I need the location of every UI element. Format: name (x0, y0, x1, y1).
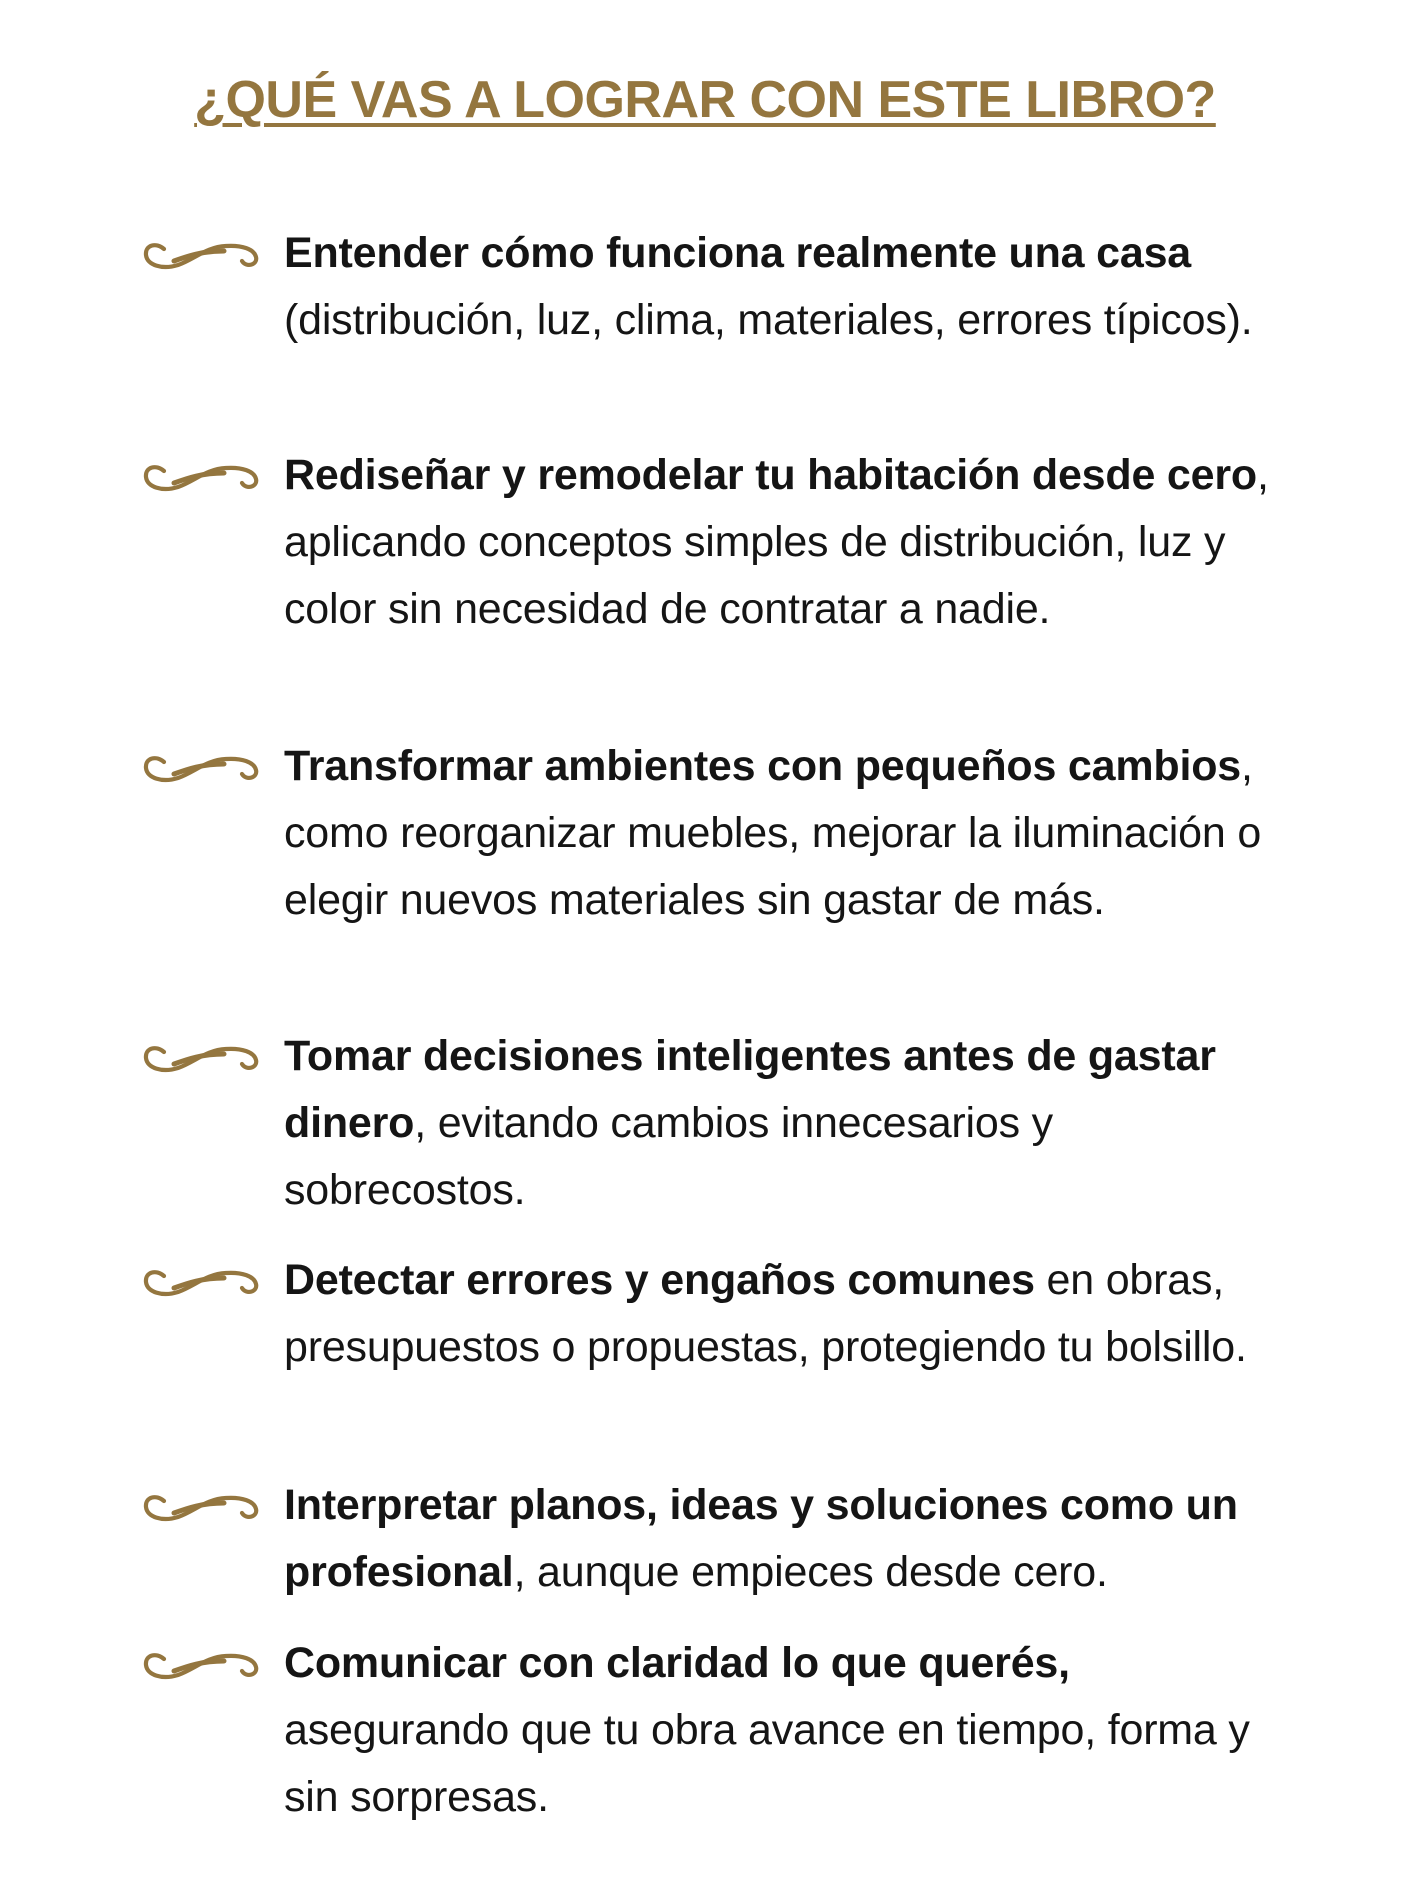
swirl-flourish-icon (140, 237, 262, 273)
list-item-rest: asegurando que tu obra avance en tiempo, forma y sin sorpresas. (284, 1706, 1250, 1821)
list-item-bold: Detectar errores y engaños comunes (284, 1256, 1035, 1304)
list-item-bold: Transformar ambientes con pequeños cambios (284, 742, 1241, 790)
list-item-text (284, 733, 1294, 934)
list-item-rest: en obras, presupuestos o propuestas, protegiendo tu bolsillo. (284, 1256, 1247, 1371)
swirl-flourish-icon (140, 1489, 262, 1525)
list-item-bold: Rediseñar y remodelar tu habitación desde cero (284, 451, 1257, 499)
list-item-bold: Tomar decisiones inteligentes antes de gastar dinero (284, 1032, 1216, 1147)
list-item-text (284, 220, 1294, 354)
list-item-rest: , como reorganizar muebles, mejorar la iluminación o elegir nuevos materiales sin gastar de más. (284, 742, 1262, 924)
list-item-rest: (distribución, luz, clima, materiales, errores típicos). (284, 296, 1253, 344)
list-item-rest: , aplicando conceptos simples de distribución, luz y color sin necesidad de contratar a nadie. (284, 451, 1269, 633)
list-item-text (284, 1472, 1294, 1606)
list-item-rest: , evitando cambios innecesarios y sobrecostos. (284, 1099, 1053, 1214)
swirl-flourish-icon (140, 1647, 262, 1683)
list-item-bold: Comunicar con claridad lo que querés, (284, 1639, 1070, 1687)
list-item-text (284, 1630, 1294, 1831)
list-item-text (284, 442, 1294, 643)
swirl-flourish-icon (140, 1040, 262, 1076)
list-item-bold: Entender cómo funciona realmente una casa (284, 229, 1191, 277)
swirl-flourish-icon (140, 459, 262, 495)
list-item-bold: Interpretar planos, ideas y soluciones como un profesional (284, 1481, 1238, 1596)
swirl-flourish-icon (140, 1264, 262, 1300)
swirl-flourish-icon (140, 750, 262, 786)
list-item-rest: , aunque empieces desde cero. (513, 1548, 1108, 1596)
list-item-text (284, 1247, 1294, 1381)
list-item-text (284, 1023, 1294, 1224)
page-title: ¿QUÉ VAS A LOGRAR CON ESTE LIBRO? (194, 71, 1216, 129)
